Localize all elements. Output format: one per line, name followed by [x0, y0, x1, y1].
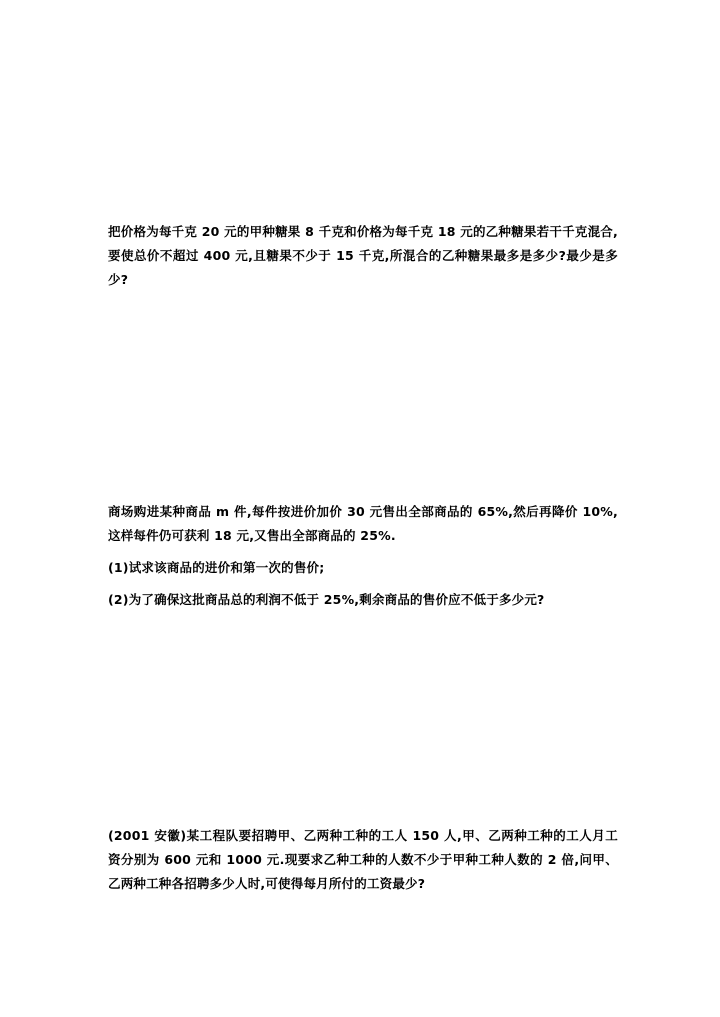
- problem-text: 把价格为每千克 20 元的甲种糖果 8 千克和价格为每千克 18 元的乙种糖果若干千克混合,要使总价不超过 400 元,且糖果不少于 15 千克,所混合的乙种糖果最多是多少?最少是多少?: [108, 224, 618, 287]
- problem-goods-pricing: [108, 500, 618, 612]
- problem-candy-mixing: [108, 220, 618, 292]
- problem-worker-hiring: [108, 824, 618, 896]
- problem-text: (2001 安徽)某工程队要招聘甲、乙两种工种的工人 150 人,甲、乙两种工种的工人月工资分别为 600 元和 1000 元.现要求乙种工种的人数不少于甲种工种人数的 2 倍,问甲、乙两种工种各招聘多少人时,可使得每月所付的工资最少?: [108, 828, 618, 891]
- sub-question-1: (1)试求该商品的进价和第一次的售价;: [108, 560, 325, 575]
- sub-question-2: (2)为了确保这批商品总的利润不低于 25%,剩余商品的售价应不低于多少元?: [108, 592, 545, 607]
- problem-text: 商场购进某种商品 m 件,每件按进价加价 30 元售出全部商品的 65%,然后再降价 10%,这样每件仍可获利 18 元,又售出全部商品的 25%.: [108, 504, 618, 543]
